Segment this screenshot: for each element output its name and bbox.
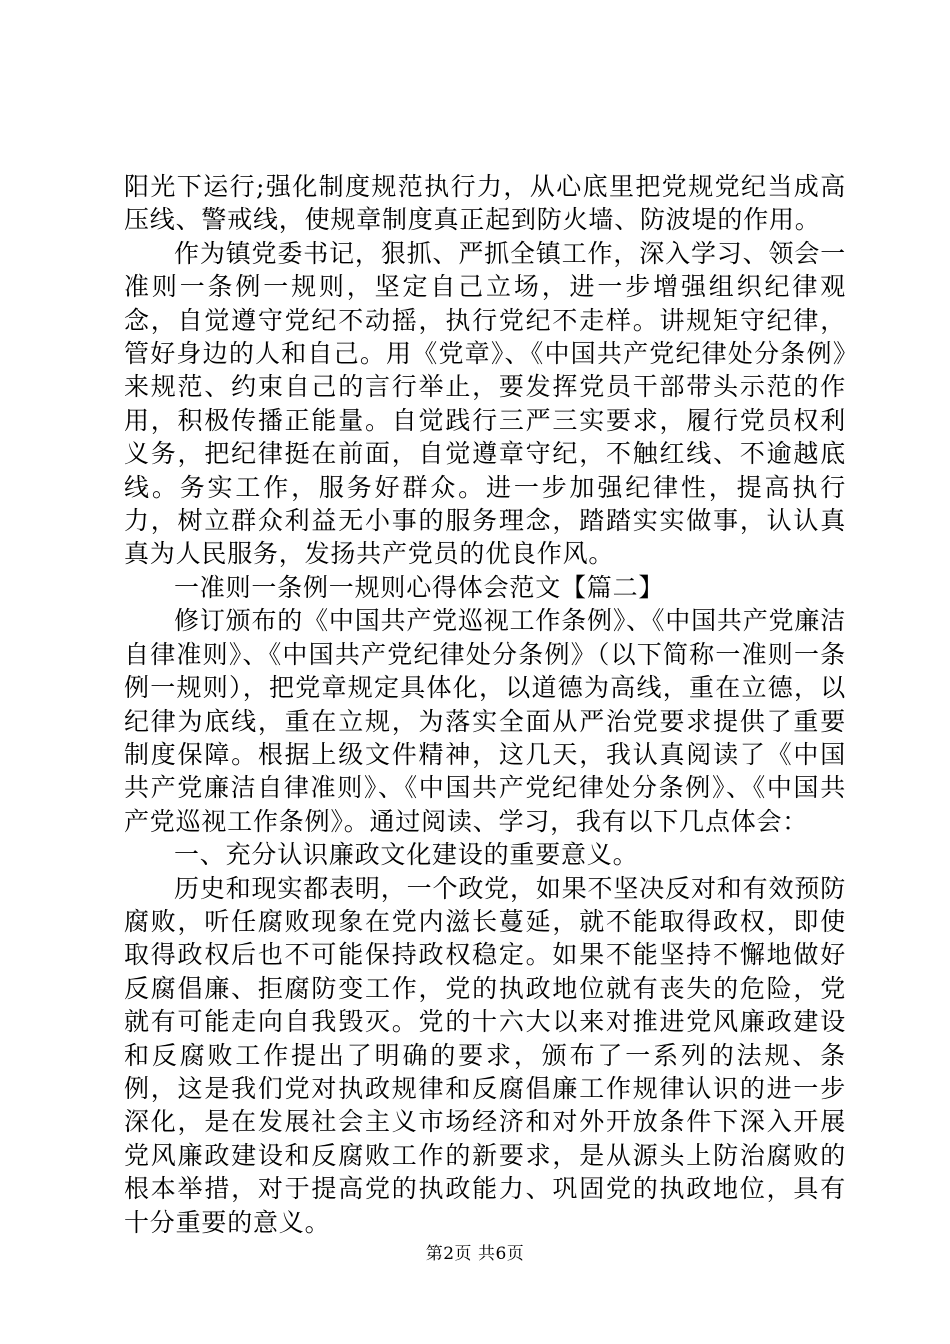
paragraph: 阳光下运行;强化制度规范执行力，从心底里把党规党纪当成高压线、警戒线，使规章制度真正起到防火墙、防波堤的作用。 — [124, 172, 846, 235]
section-heading: 一准则一条例一规则心得体会范文【篇二】 — [174, 572, 665, 602]
paragraph: 修订颁布的《中国共产党巡视工作条例》、《中国共产党廉洁自律准则》、《中国共产党纪律处分条例》（以下简称一准则一条例一规则），把党章规定具体化，以道德为高线，重在立德，以纪律为底线，重在立规，为落实全面从严治党要求提供了重要制度保障。根据上级文件精神，这几天，我认真阅读了《中国共产党廉洁自律准则》、《中国共产党纪律处分条例》、《中国共产党巡视工作条例》。通过阅读、学习，我有以下几点体会： — [124, 606, 846, 836]
paragraph: 作为镇党委书记，狠抓、严抓全镇工作，深入学习、领会一准则一条例一规则，坚定自己立场，进一步增强组织纪律观念，自觉遵守党纪不动摇，执行党纪不走样。讲规矩守纪律，管好身边的人和自己。用《党章》、《中国共产党纪律处分条例》来规范、约束自己的言行举止，要发挥党员干部带头示范的作用，积极传播正能量。自觉践行三严三实要求，履行党员权利义务，把纪律挺在前面，自觉遵章守纪，不触红线、不逾越底线。务实工作，服务好群众。进一步加强纪律性，提高执行力，树立群众利益无小事的服务理念，踏踏实实做事，认认真真为人民服务，发扬共产党员的优良作风。 — [124, 238, 846, 569]
subsection-heading: 一、充分认识廉政文化建设的重要意义。 — [174, 840, 639, 870]
paragraph: 历史和现实都表明，一个政党，如果不坚决反对和有效预防腐败，听任腐败现象在党内滋长蔓延，就不能取得政权，即使取得政权后也不可能保持政权稳定。如果不能坚持不懈地做好反腐倡廉、拒腐防变工作，党的执政地位就有丧失的危险，党就有可能走向自我毁灭。党的十六大以来对推进党风廉政建设和反腐败工作提出了明确的要求，颁布了一系列的法规、条例，这是我们党对执政规律和反腐倡廉工作规律认识的进一步深化，是在发展社会主义市场经济和对外开放条件下深入开展党风廉政建设和反腐败工作的新要求，是从源头上防治腐败的根本举措，对于提高党的执政能力、巩固党的执政地位，具有十分重要的意义。 — [124, 873, 846, 1237]
page-number-footer: 第2页 共6页 — [425, 1244, 525, 1264]
document-body — [124, 170, 846, 1239]
